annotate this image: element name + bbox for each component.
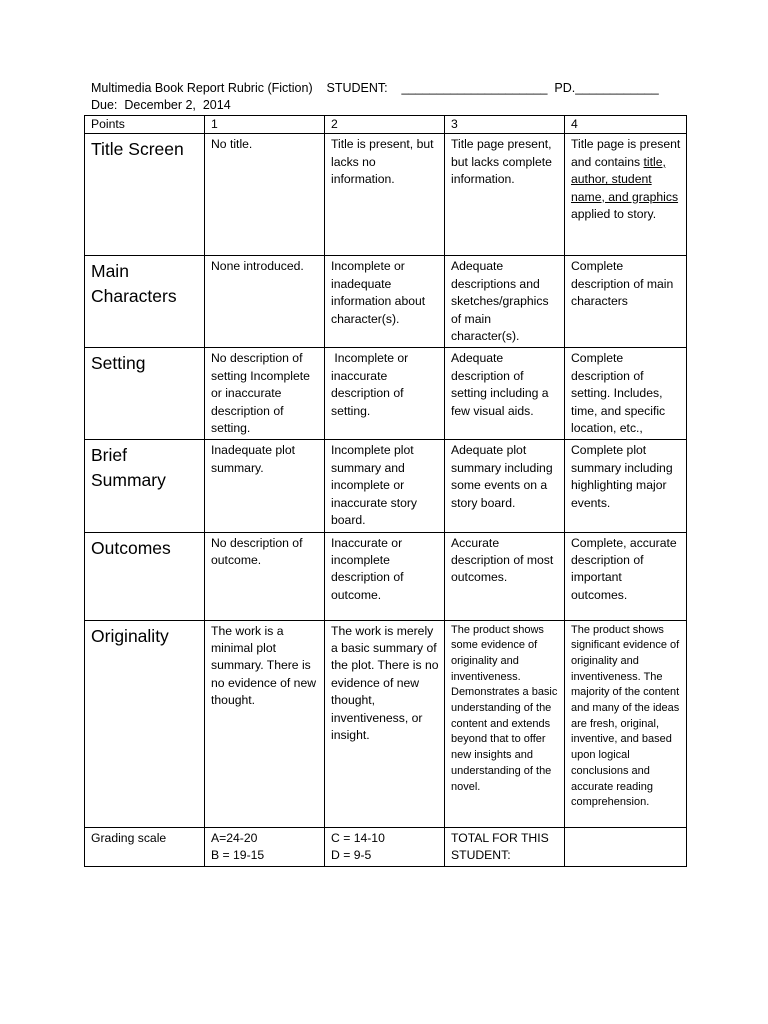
criterion-brief-summary: Brief Summary	[85, 440, 205, 532]
table-row	[85, 440, 687, 532]
cell-brief-summary-2: Incomplete plot summary and incomplete or inaccurate story board.	[325, 440, 445, 532]
grading-scale-ab	[205, 827, 325, 867]
criterion-originality: Originality	[85, 620, 205, 827]
grade-d: D = 9-5	[331, 847, 372, 862]
cell-main-characters-3: Adequate descriptions and sketches/graphics of main character(s).	[445, 256, 565, 348]
grading-scale-cd	[325, 827, 445, 867]
cell-setting-4: Complete description of setting. Includes, time, and specific location, etc.,	[565, 348, 687, 440]
title-screen-4-underlined: title, author, student name, and graphics	[571, 154, 679, 204]
table-row	[85, 256, 687, 348]
rubric-title-line: Multimedia Book Report Rubric (Fiction) STUDENT: _____________________ PD.____________	[91, 81, 659, 95]
cell-title-screen-1: No title.	[205, 134, 325, 256]
grading-scale-label: Grading scale	[85, 827, 205, 867]
grading-row	[85, 827, 687, 867]
cell-originality-2: The work is merely a basic summary of the plot. There is no evidence of new thought, inventiveness, or insight.	[325, 620, 445, 827]
cell-main-characters-1: None introduced.	[205, 256, 325, 348]
table-row	[85, 134, 687, 256]
due-date-line: Due: December 2, 2014	[91, 98, 231, 112]
cell-outcomes-2: Inaccurate or incomplete description of outcome.	[325, 532, 445, 620]
table-row	[85, 532, 687, 620]
cell-outcomes-1: No description of outcome.	[205, 532, 325, 620]
total-value-blank[interactable]	[565, 827, 687, 867]
cell-title-screen-2: Title is present, but lacks no information.	[325, 134, 445, 256]
cell-outcomes-3: Accurate description of most outcomes.	[445, 532, 565, 620]
title-screen-4-prefix: Title page is present and contains	[571, 137, 681, 169]
criterion-outcomes: Outcomes	[85, 532, 205, 620]
header-score-1: 1	[205, 116, 325, 134]
cell-brief-summary-1: Inadequate plot summary.	[205, 440, 325, 532]
cell-setting-3: Adequate description of setting including a few visual aids.	[445, 348, 565, 440]
header-score-4: 4	[565, 116, 687, 134]
table-header-row	[85, 116, 687, 134]
grade-c: C = 14-10	[331, 830, 385, 845]
cell-brief-summary-4: Complete plot summary including highlighting major events.	[565, 440, 687, 532]
total-label: TOTAL FOR THIS STUDENT:	[445, 827, 565, 867]
criterion-main-characters: Main Characters	[85, 256, 205, 348]
header-score-3: 3	[445, 116, 565, 134]
cell-brief-summary-3: Adequate plot summary including some events on a story board.	[445, 440, 565, 532]
cell-originality-4: The product shows significant evidence of originality and inventiveness. The majority of the content and many of the ideas are fresh, original, inventive, and based upon logical conclusions and accurate reading comprehension.	[565, 620, 687, 827]
title-screen-4-suffix: applied to story.	[571, 207, 657, 222]
cell-title-screen-4	[565, 134, 687, 256]
grade-a: A=24-20	[211, 830, 258, 845]
cell-setting-2: Incomplete or inaccurate description of setting.	[325, 348, 445, 440]
table-row	[85, 348, 687, 440]
cell-main-characters-2: Incomplete or inadequate information about character(s).	[325, 256, 445, 348]
criterion-setting: Setting	[85, 348, 205, 440]
header-points: Points	[85, 116, 205, 134]
grade-b: B = 19-15	[211, 847, 265, 862]
cell-originality-3: The product shows some evidence of originality and inventiveness. Demonstrates a basic understanding of the content and extends beyond that to offer new insights and understanding of the novel.	[445, 620, 565, 827]
cell-setting-1: No description of setting Incomplete or inaccurate description of setting.	[205, 348, 325, 440]
criterion-title-screen: Title Screen	[85, 134, 205, 256]
cell-outcomes-4: Complete, accurate description of important outcomes.	[565, 532, 687, 620]
cell-title-screen-3: Title page present, but lacks complete information.	[445, 134, 565, 256]
cell-originality-1: The work is a minimal plot summary. There is no evidence of new thought.	[205, 620, 325, 827]
document-header	[91, 80, 691, 114]
table-row	[85, 620, 687, 827]
cell-main-characters-4: Complete description of main characters	[565, 256, 687, 348]
rubric-table	[84, 115, 687, 867]
header-score-2: 2	[325, 116, 445, 134]
